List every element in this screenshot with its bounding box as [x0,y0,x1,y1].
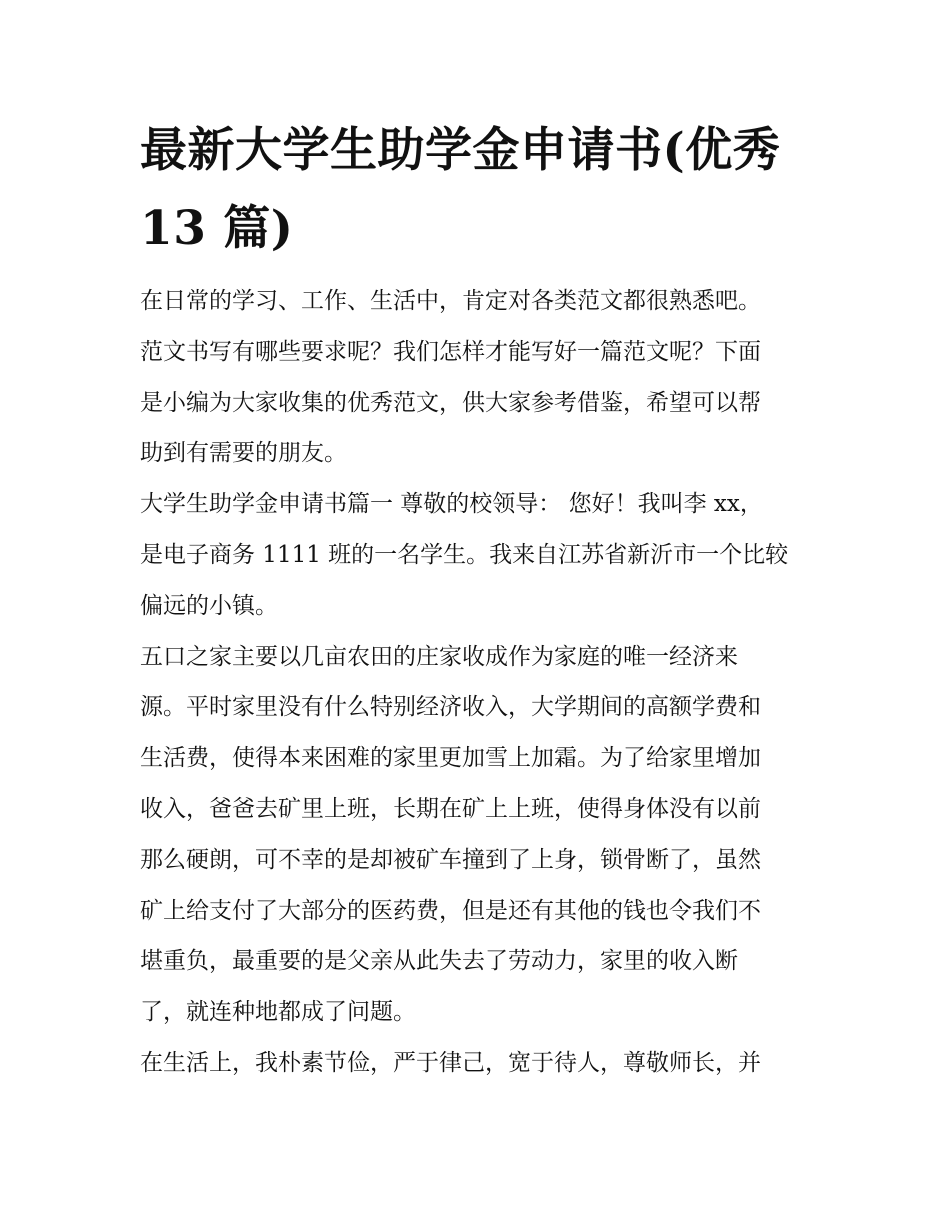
text-line: 在生活上，我朴素节俭，严于律己，宽于待人，尊敬师长，并 [140,1049,761,1076]
paragraph-life [140,1038,840,1089]
text-line: 是小编为大家收集的优秀范文，供大家参考借鉴，希望可以帮 [140,389,761,416]
text-line: 大学生助学金申请书篇一 尊敬的校领导： 您好！我叫李 xx， [140,491,763,518]
text-line: 范文书写有哪些要求呢？我们怎样才能写好一篇范文呢？下面 [140,338,761,365]
document-body [140,276,840,1089]
text-line: 偏远的小镇。 [140,592,278,619]
text-line: 助到有需要的朋友。 [140,440,347,467]
text-line: 在日常的学习、工作、生活中，肯定对各类范文都很熟悉吧。 [140,288,761,314]
paragraph-greeting [140,479,840,631]
text-line: 矿上给支付了大部分的医药费，但是还有其他的钱也令我们不 [140,897,761,924]
text-line: 生活费，使得本来困难的家里更加雪上加霜。为了给家里增加 [140,745,761,772]
text-line: 收入，爸爸去矿里上班，长期在矿上上班，使得身体没有以前 [140,795,761,822]
title-line-2: 13 篇) [140,201,294,256]
text-line: 了，就连种地都成了问题。 [140,999,416,1026]
text-line: 源。平时家里没有什么特别经济收入，大学期间的高额学费和 [140,694,761,721]
paragraph-intro [140,276,840,479]
document-title [140,112,830,268]
text-line: 是电子商务 1111 班的一名学生。我来自江苏省新沂市一个比较 [140,541,789,568]
text-line: 堪重负，最重要的是父亲从此失去了劳动力，家里的收入断 [140,948,738,975]
title-line-1: 最新大学生助学金申请书(优秀 [140,123,781,178]
text-line: 那么硬朗，可不幸的是却被矿车撞到了上身，锁骨断了，虽然 [140,846,761,873]
paragraph-family [140,632,840,1038]
text-line: 五口之家主要以几亩农田的庄家收成作为家庭的唯一经济来 [140,643,738,670]
